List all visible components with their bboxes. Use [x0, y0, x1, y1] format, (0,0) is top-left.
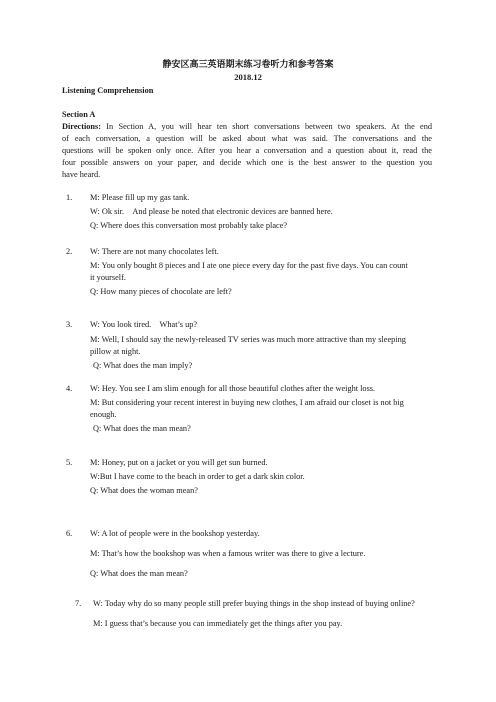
item-line: W: Today why do so many people still prefer buying things in the shop instead of buying online?: [93, 599, 415, 608]
item-line: W: Ok sir. And please be noted that electronic devices are banned here.: [90, 207, 333, 216]
item-line: M: Well, I should say the newly-released TV series was much more attractive than my sleeping: [90, 335, 406, 344]
directions-line-2: of each conversation, a question will be asked about what was said. The conversations and the: [62, 134, 432, 143]
item-line: W:But I have come to the beach in order to get a dark skin color.: [90, 472, 305, 481]
item-line: W: You look tired. What’s up?: [90, 320, 198, 329]
item-line: enough.: [90, 410, 117, 419]
item-number: 7.: [75, 599, 82, 608]
item-line: Q: What does the man mean?: [93, 424, 191, 433]
item-line: W: There are not many chocolates left.: [90, 247, 219, 256]
section-heading: Listening Comprehension: [62, 86, 154, 95]
directions-line-3: questions will be spoken only once. After you hear a conversation and a question about it, read the: [62, 146, 432, 155]
item-number: 4.: [66, 384, 73, 393]
item-line: Q: How many pieces of chocolate are left?: [90, 287, 232, 296]
item-line: Q: Where does this conversation most probably take place?: [90, 221, 288, 230]
item-line: it yourself.: [90, 273, 126, 282]
item-line: M: Please fill up my gas tank.: [90, 193, 190, 202]
document-date: 2018.12: [234, 72, 262, 82]
item-line: M: I guess that’s because you can immediately get the things after you pay.: [93, 619, 343, 628]
item-line: Q: What does the woman mean?: [90, 486, 198, 495]
item-number: 5.: [66, 458, 73, 467]
item-line: M: But considering your recent interest in buying new clothes, I am afraid our closet is not big: [90, 398, 404, 407]
item-number: 1.: [66, 193, 73, 202]
item-line: M: Honey, put on a jacket or you will get sun burned.: [90, 458, 268, 467]
item-number: 2.: [66, 247, 73, 256]
directions-line-1: [62, 122, 432, 132]
item-line: pillow at night.: [90, 347, 141, 356]
item-number: 6.: [66, 529, 73, 538]
item-line: W: Hey. You see I am slim enough for all those beautiful clothes after the weight loss.: [90, 384, 376, 393]
directions-label: Directions:: [62, 122, 102, 131]
item-line: M: That’s how the bookshop was when a famous writer was there to give a lecture.: [90, 549, 366, 558]
item-line: M: You only bought 8 pieces and I ate one piece every day for the past five days. You can count: [90, 261, 408, 270]
item-line: Q: What does the man mean?: [90, 569, 188, 578]
document-title: 静安区高三英语期末练习卷听力和参考答案: [162, 59, 334, 69]
directions-line-5: have heard.: [62, 170, 101, 179]
directions-line-4: four possible answers on your paper, and decide which one is the best answer to the question you: [62, 158, 432, 167]
section-a-heading: Section A: [62, 110, 96, 119]
item-line: W: A lot of people were in the bookshop yesterday.: [90, 529, 260, 538]
directions-text-1: In Section A, you will hear ten short conversations between two speakers. At the end: [101, 122, 432, 131]
item-line: Q: What does the man imply?: [93, 361, 193, 370]
item-number: 3.: [66, 320, 73, 329]
